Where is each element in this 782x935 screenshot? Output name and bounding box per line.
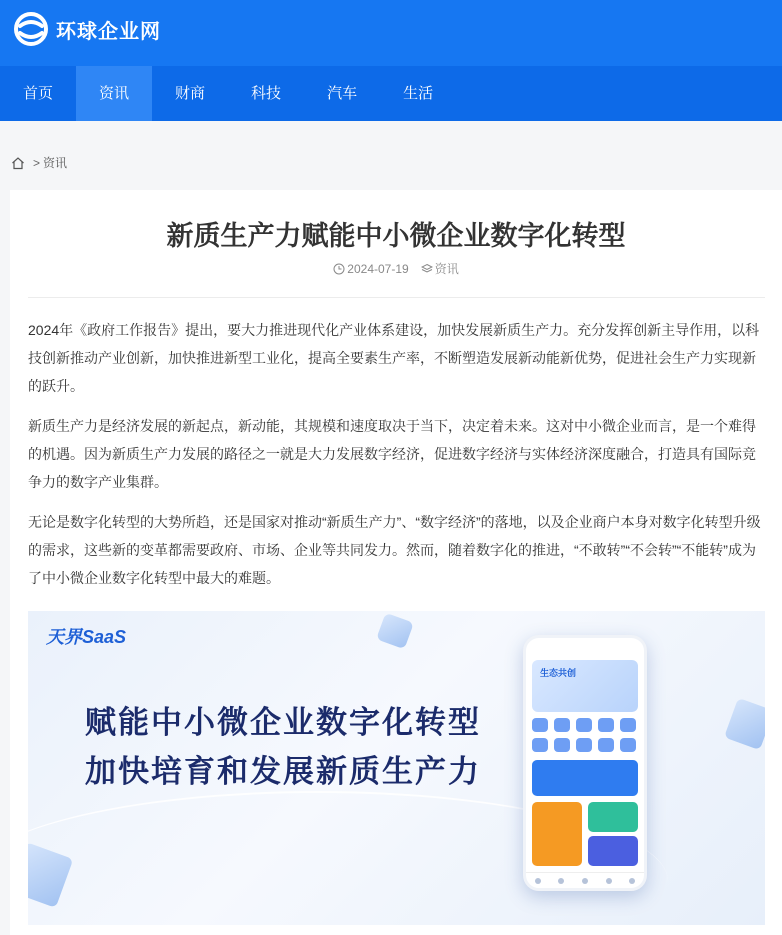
phone-tabbar <box>526 872 644 888</box>
breadcrumb-current[interactable]: 资讯 <box>43 156 68 170</box>
site-logo[interactable] <box>14 12 161 46</box>
nav-item-life[interactable]: 生活 <box>403 85 434 102</box>
article-body <box>28 316 768 604</box>
phone-card-orange <box>532 802 582 866</box>
nav-item-news[interactable]: 资讯 <box>76 66 152 121</box>
phone-card-blue <box>532 760 638 796</box>
article-meta <box>10 260 782 277</box>
article-paragraph: 无论是数字化转型的大势所趋，还是国家对推动“新质生产力”、“数字经济”的落地，以及企业商户本身对数字化转型升级的需求，这些新的变革都需要政府、市场、企业等共同发力。然而，随着数字化的推进，“不敢转”“不会转”“不能转”成为了中小微企业数字化转型中最大的难题。 <box>28 514 761 586</box>
title-divider <box>28 297 765 298</box>
nav-item-home[interactable]: 首页 <box>23 85 54 102</box>
breadcrumb <box>11 154 67 171</box>
site-header <box>0 0 782 66</box>
nav-item-tech[interactable]: 科技 <box>251 85 282 102</box>
article-banner-image <box>28 611 765 925</box>
phone-card-indigo <box>588 836 638 866</box>
home-icon[interactable] <box>11 156 25 170</box>
site-name: 环球企业网 <box>56 20 161 43</box>
main-nav <box>0 66 782 121</box>
nav-item-finance[interactable]: 财商 <box>175 85 206 102</box>
clock-icon <box>333 263 345 275</box>
phone-icon-grid <box>532 718 638 754</box>
cube-decoration <box>376 613 414 650</box>
banner-brand: 天界SaaS <box>46 627 127 647</box>
cube-decoration <box>724 698 765 750</box>
phone-hero <box>532 660 638 712</box>
phone-hero-title: 生态共创 <box>540 668 577 678</box>
phone-mockup <box>523 635 647 891</box>
banner-subheadline: 加快培育和发展新质生产力 <box>85 754 481 789</box>
layers-icon <box>421 263 433 275</box>
phone-card-teal <box>588 802 638 832</box>
article-category[interactable]: 资讯 <box>434 262 459 276</box>
logo-icon <box>14 12 48 46</box>
article-title: 新质生产力赋能中小微企业数字化转型 <box>166 221 626 251</box>
article-card <box>10 190 782 935</box>
banner-headline: 赋能中小微企业数字化转型 <box>85 705 481 740</box>
breadcrumb-separator: > <box>33 155 41 170</box>
article-paragraph: 新质生产力是经济发展的新起点，新动能，其规模和速度取决于当下，决定着未来。这对中小微企业而言，是一个难得的机遇。因为新质生产力发展的路径之一就是大力发展数字经济，促进数字经济与实体经济深度融合，打造具有国际竞争力的数字产业集群。 <box>28 418 756 490</box>
nav-item-auto[interactable]: 汽车 <box>327 85 358 102</box>
article-paragraph: 2024年《政府工作报告》提出，要大力推进现代化产业体系建设，加快发展新质生产力。充分发挥创新主导作用，以科技创新推动产业创新，加快推进新型工业化，提高全要素生产率，不断塑造发展新动能新优势，促进社会生产力实现新的跃升。 <box>28 322 760 394</box>
article-date: 2024-07-19 <box>347 261 409 276</box>
